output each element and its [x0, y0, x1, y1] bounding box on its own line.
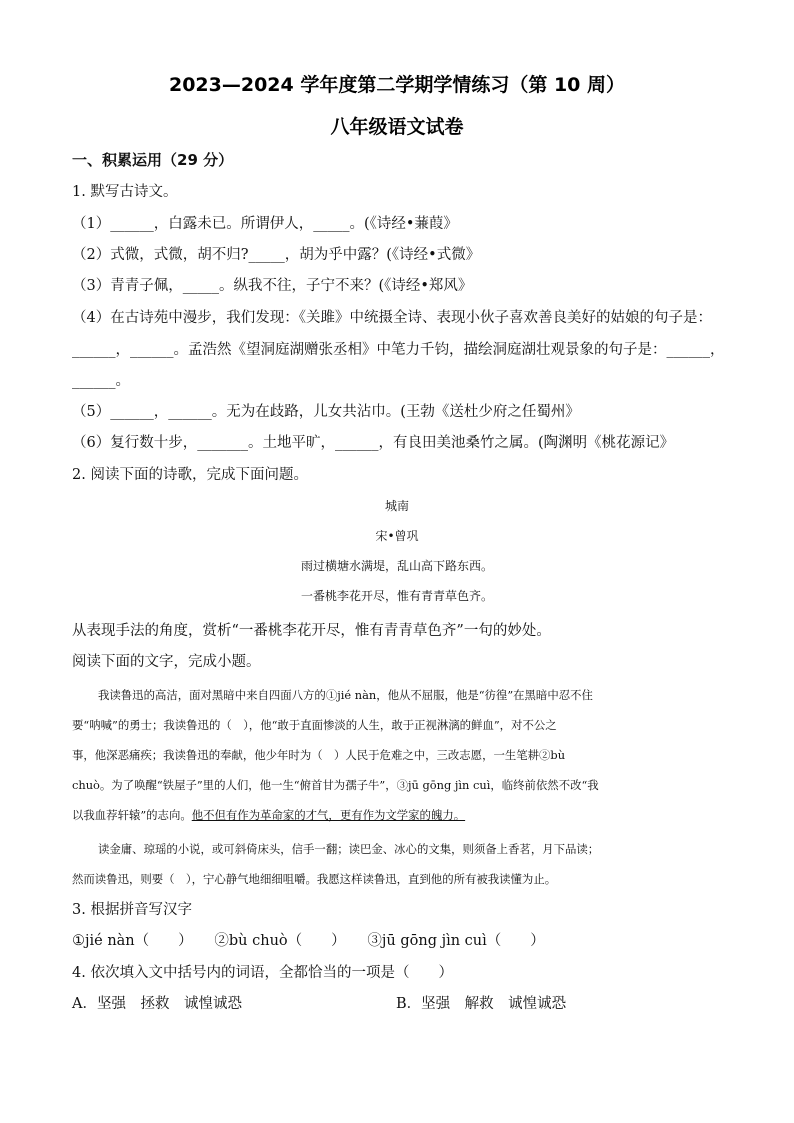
- q4-stem: 4. 依次填入文中括号内的词语，全都恰当的一项是（ ）: [72, 965, 453, 981]
- q1-stem: 1. 默写古诗文。: [72, 184, 178, 200]
- q1-line-4b: ______，______。孟浩然《望洞庭湖赠张丞相》中笔力千钧，描绘洞庭湖壮观景象的句子是：______，: [72, 342, 725, 358]
- exam-subtitle: 八年级语文试卷: [330, 116, 464, 138]
- passage-1-line-3: 事，他深恶痛疾；我读鲁迅的奉献，他少年时为（ ）人民于危难之中，三改志愿，一生笔耕②bù: [72, 748, 566, 762]
- section-heading: 一、积累运用（29 分）: [72, 151, 234, 169]
- q4-option-a: A．坚强 拯救 诚惶诚恐: [72, 996, 242, 1012]
- q1-line-4c: ______。: [72, 373, 130, 389]
- q2-stem: 2. 阅读下面的诗歌，完成下面问题。: [72, 467, 308, 483]
- q4-option-b: B．坚强 解救 诚惶诚恐: [396, 996, 567, 1012]
- underlined-sentence: 他不但有作为革命家的才气，更有作为文学家的魄力。: [191, 808, 466, 822]
- passage-1-line-4: chuò。为了唤醒“铁屋子”里的人们，他一生“俯首甘为孺子牛”，③jū gōng jìn cuì，临终前依然不改“我: [72, 778, 599, 792]
- passage-2-line-1: 读金庸、琼瑶的小说，或可斜倚床头，信手一翻；读巴金、冰心的文集，则须备上香茗，月下品读；: [98, 842, 600, 856]
- poem-title: 城南: [384, 499, 409, 513]
- q2-question: 从表现手法的角度，赏析“一番桃李花开尽，惟有青青草色齐”一句的妙处。: [72, 623, 551, 639]
- q3-stem: 3. 根据拼音写汉字: [72, 902, 192, 918]
- passage-1-line-5-text: 以我血荐轩辕”的志向。: [72, 808, 192, 822]
- q1-line-6: （6）复行数十步，_______。土地平旷，______，有良田美池桑竹之属。(陶渊明《桃花源记》: [72, 435, 675, 451]
- q1-line-5: （5）______，______。无为在歧路，儿女共沾巾。(王勃《送杜少府之任蜀州》: [72, 404, 580, 420]
- q1-line-4a: （4）在古诗苑中漫步，我们发现：《关雎》中统摄全诗、表现小伙子喜欢善良美好的姑娘的句子是：: [72, 310, 712, 326]
- reading-intro: 阅读下面的文字，完成小题。: [72, 654, 261, 670]
- passage-1-line-2: 要“呐喊”的勇士；我读鲁迅的（ ），他“敢于直面惨淡的人生，敢于正视淋漓的鲜血”，对不公之: [72, 718, 557, 732]
- poem-author: 宋•曾巩: [375, 529, 419, 543]
- poem-line-1: 雨过横塘水满堤，乱山高下路东西。: [300, 559, 493, 573]
- q1-line-2: （2）式微，式微，胡不归?_____，胡为乎中露？(《诗经•式微》: [72, 247, 481, 263]
- q1-line-1: （1）______，白露未已。所谓伊人，_____。(《诗经•蒹葭》: [72, 216, 458, 232]
- q3-answers: ①jié nàn（ ） ②bù chuò（ ） ③jū gōng jìn cuì（ ）: [72, 933, 545, 949]
- q1-line-3: （3）青青子佩，_____。纵我不往，子宁不来？(《诗经•郑风》: [72, 278, 473, 294]
- passage-2-line-2: 然而读鲁迅，则要（ ），宁心静气地细细咀嚼。我愿这样读鲁迅，直到他的所有被我读懂为止。: [72, 872, 557, 886]
- passage-1-line-1: 我读鲁迅的高洁，面对黑暗中来自四面八方的①jié nàn，他从不屈服，他是“彷徨”在黑暗中忍不住: [98, 688, 593, 702]
- poem-line-2: 一番桃李花开尽，惟有青青草色齐。: [300, 589, 493, 603]
- exam-title: 2023—2024 学年度第二学期学情练习（第 10 周）: [168, 74, 626, 96]
- passage-1-line-5: [72, 806, 732, 824]
